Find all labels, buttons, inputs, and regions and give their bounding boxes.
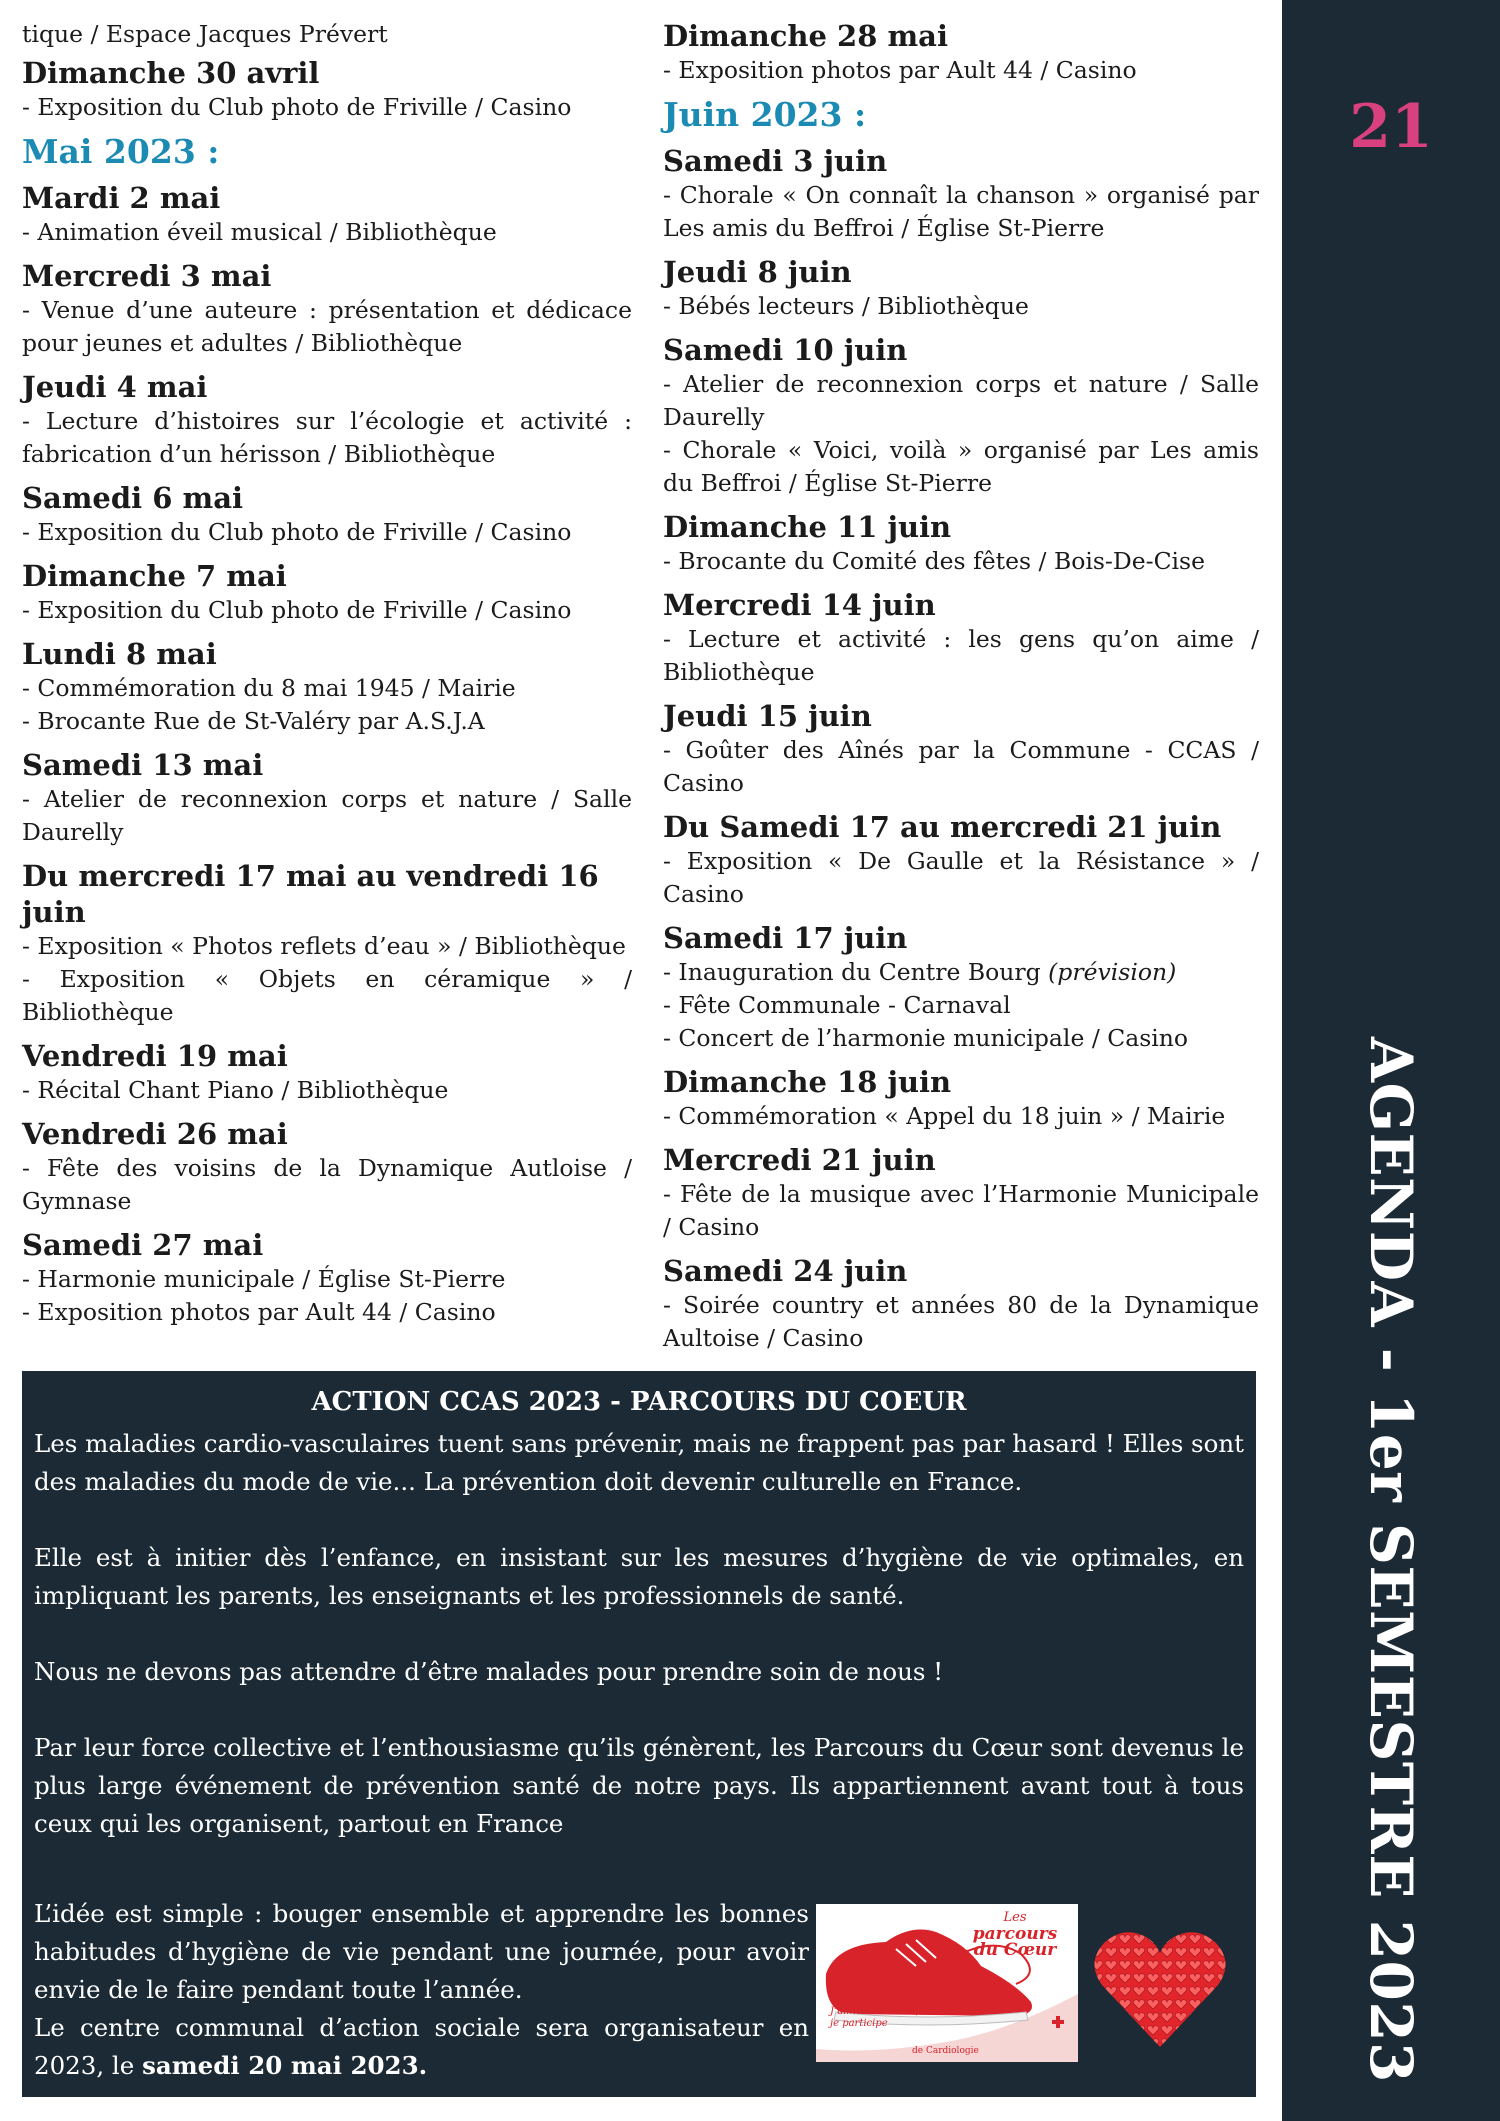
event-day: Samedi 24 juin: [663, 1254, 908, 1288]
event-item: - Venue d’une auteure : présentation et dédicace pour jeunes et adultes / Bibliothèque: [22, 296, 632, 357]
box-title: ACTION CCAS 2023 - PARCOURS DU COEUR: [311, 1387, 967, 1417]
parcours-du-coeur-logo: [816, 1904, 1078, 2062]
event-item: - Exposition photos par Ault 44 / Casino: [22, 1298, 496, 1326]
continued-event-line: tique / Espace Jacques Prévert: [22, 20, 388, 48]
logo-slogan-line: J’aime mon cœur,: [830, 2006, 919, 2017]
event-item: - Récital Chant Piano / Bibliothèque: [22, 1076, 449, 1104]
sidebar-vertical-title: AGENDA - 1er SEMESTRE 2023: [1357, 1036, 1425, 2084]
event-item: - Lecture et activité : les gens qu’on aime / Bibliothèque: [663, 625, 1259, 686]
event-day: Samedi 10 juin: [663, 333, 908, 367]
event-item: - Soirée country et années 80 de la Dynamique Aultoise / Casino: [663, 1291, 1259, 1352]
event-day: Samedi 3 juin: [663, 144, 888, 178]
event-day: Dimanche 7 mai: [22, 559, 287, 593]
event-item: - Exposition du Club photo de Friville / Casino: [22, 93, 572, 121]
heart-illustration: [1090, 1907, 1230, 2057]
box-paragraph: L’idée est simple : bouger ensemble et apprendre les bonnes habitudes d’hygiène de vie pendant une journée, pour avoir envie de le faire pendant toute l’année.: [34, 1899, 809, 2004]
box-body: [34, 1425, 1244, 1881]
agenda-left-column: [22, 18, 632, 1329]
event-item: [663, 956, 1259, 989]
month-heading-may: Mai 2023 :: [22, 132, 220, 171]
event-day: Dimanche 18 juin: [663, 1065, 952, 1099]
event-day: Dimanche 11 juin: [663, 510, 952, 544]
organizer-text: Le centre communal d’action sociale sera organisateur en 2023, le: [34, 2013, 809, 2080]
event-day: Vendredi 26 mai: [22, 1117, 288, 1151]
event-item: - Exposition « Photos reflets d’eau » / Bibliothèque: [22, 932, 626, 960]
event-item: - Concert de l’harmonie municipale / Casino: [663, 1024, 1189, 1052]
event-item: - Animation éveil musical / Bibliothèque: [22, 218, 497, 246]
month-heading-june: Juin 2023 :: [663, 95, 867, 134]
ccas-info-box: [22, 1371, 1256, 2097]
event-item: - Exposition « De Gaulle et la Résistance » / Casino: [663, 847, 1259, 908]
event-day: Jeudi 4 mai: [22, 370, 208, 404]
organizer-date: samedi 20 mai 2023.: [142, 2051, 428, 2080]
event-day: Lundi 8 mai: [22, 637, 217, 671]
event-item-note: (prévision): [1048, 958, 1177, 986]
box-last-paragraph: [34, 1895, 809, 2085]
event-day: Dimanche 28 mai: [663, 19, 948, 53]
event-day: Mercredi 3 mai: [22, 259, 272, 293]
logo-title-line: du Cœur: [973, 1940, 1057, 1960]
event-day: Vendredi 19 mai: [22, 1039, 288, 1073]
event-day: Jeudi 15 juin: [663, 699, 872, 733]
event-day: Samedi 17 juin: [663, 921, 908, 955]
event-day: Dimanche 30 avril: [22, 56, 320, 90]
event-day: Samedi 6 mai: [22, 481, 244, 515]
event-day: Jeudi 8 juin: [663, 255, 852, 289]
box-paragraph: Elle est à initier dès l’enfance, en insistant sur les mesures d’hygiène de vie optimales, en impliquant les parents, les enseignants et les professionnels de santé.: [34, 1543, 1244, 1610]
event-day: Samedi 27 mai: [22, 1228, 264, 1262]
event-item: - Brocante Rue de St-Valéry par A.S.J.A: [22, 707, 485, 735]
event-item: - Brocante du Comité des fêtes / Bois-De-Cise: [663, 547, 1206, 575]
event-item: - Exposition photos par Ault 44 / Casino: [663, 56, 1137, 84]
heart-icon: [1090, 1907, 1230, 2057]
event-item: - Commémoration du 8 mai 1945 / Mairie: [22, 674, 516, 702]
event-day: Du Samedi 17 au mercredi 21 juin: [663, 810, 1222, 844]
event-day: Mercredi 14 juin: [663, 588, 936, 622]
logo-slogan: [830, 2006, 919, 2030]
logo-title-line: parcours: [972, 1924, 1058, 1944]
logo-text: [956, 1910, 1074, 1958]
event-item: - Bébés lecteurs / Bibliothèque: [663, 292, 1029, 320]
event-day: Mardi 2 mai: [22, 181, 221, 215]
event-item-text: - Inauguration du Centre Bourg: [663, 958, 1049, 986]
event-item: - Fête de la musique avec l’Harmonie Municipale / Casino: [663, 1180, 1259, 1241]
event-item: - Exposition « Objets en céramique » / Bibliothèque: [22, 965, 632, 1026]
event-item: - Chorale « On connaît la chanson » organisé par Les amis du Beffroi / Église St-Pierre: [663, 181, 1259, 242]
box-paragraph: Nous ne devons pas attendre d’être malades pour prendre soin de nous !: [34, 1657, 944, 1686]
agenda-right-column: [663, 18, 1259, 1355]
logo-organisation: de Cardiologie: [912, 2046, 979, 2056]
event-day: Mercredi 21 juin: [663, 1143, 936, 1177]
event-day: Du mercredi 17 mai au vendredi 16 juin: [22, 859, 599, 929]
event-item: - Goûter des Aînés par la Commune - CCAS / Casino: [663, 736, 1259, 797]
event-item: - Commémoration « Appel du 18 juin » / Mairie: [663, 1102, 1226, 1130]
box-paragraph: Par leur force collective et l’enthousiasme qu’ils génèrent, les Parcours du Cœur sont devenus le plus large événement de prévention santé de notre pays. Ils appartiennent avant tout à tous ceux qui les organisent, partout en France: [34, 1733, 1244, 1838]
box-paragraph: Les maladies cardio-vasculaires tuent sans prévenir, mais ne frappent pas par hasard ! Elles sont des maladies du mode de vie... La prévention doit devenir culturelle en France.: [34, 1429, 1244, 1496]
event-item: - Fête des voisins de la Dynamique Autloise / Gymnase: [22, 1154, 632, 1215]
event-item: - Exposition du Club photo de Friville / Casino: [22, 518, 572, 546]
event-item: - Atelier de reconnexion corps et nature / Salle Daurelly: [22, 785, 632, 846]
event-item: - Lecture d’histoires sur l’écologie et activité : fabrication d’un hérisson / Bibliothèque: [22, 407, 632, 468]
event-item: - Atelier de reconnexion corps et nature / Salle Daurelly: [663, 370, 1259, 431]
logo-title-line: Les: [1003, 1910, 1027, 1925]
event-item: - Exposition du Club photo de Friville / Casino: [22, 596, 572, 624]
logo-slogan-line: je participe: [830, 2018, 888, 2029]
box-paragraph: [34, 2009, 809, 2085]
event-item: - Fête Communale - Carnaval: [663, 991, 1011, 1019]
page-number: 21: [1349, 92, 1433, 162]
event-day: Samedi 13 mai: [22, 748, 264, 782]
event-item: - Harmonie municipale / Église St-Pierre: [22, 1265, 506, 1293]
event-item: - Chorale « Voici, voilà » organisé par Les amis du Beffroi / Église St-Pierre: [663, 436, 1259, 497]
